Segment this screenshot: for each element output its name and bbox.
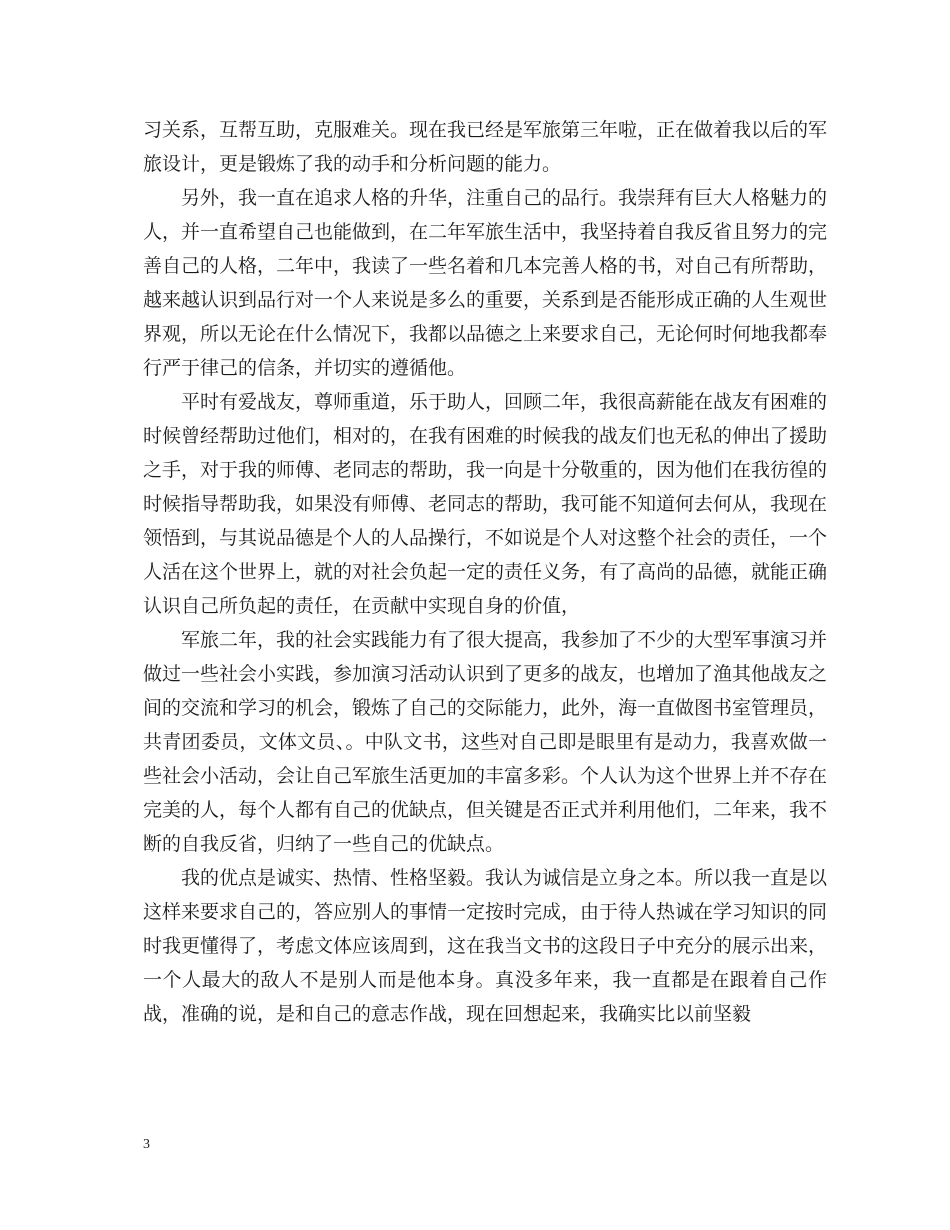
document-body <box>143 113 827 1031</box>
paragraph-social-practice: 军旅二年，我的社会实践能力有了很大提高，我参加了不少的大型军事演习并做过一些社会小实践，参加演习活动认识到了更多的战友，也增加了渔其他战友之间的交流和学习的机会，锻炼了自己的交际能力，此外，海一直做图书室管理员，共青团委员，文体文员、。中队文书，这些对自己即是眼里有是动力，我喜欢做一些社会小活动，会让自己军旅生活更加的丰富多彩。个人认为这个世界上并不存在完美的人，每个人都有自己的优缺点，但关键是否正式并利用他们，二年来，我不断的自我反省，归纳了一些自己的优缺点。 <box>143 629 828 855</box>
paragraph-strengths: 我的优点是诚实、热情、性格坚毅。我认为诚信是立身之本。所以我一直是以这样来要求自己的，答应别人的事情一定按时完成，由于待人热诚在学习知识的同时我更懂得了，考虑文体应该周到，这在我当文书的这段日子中充分的展示出来，一个人最大的敌人不是别人而是他本身。真没多年来，我一直都是在跟着自己作战，准确的说，是和自己的意志作战，现在回想起来，我确实比以前坚毅 <box>143 867 828 1025</box>
page-number: 3 <box>143 1137 150 1152</box>
paragraph-comrades: 平时有爱战友，尊师重道，乐于助人，回顾二年，我很高薪能在战友有困难的时候曾经帮助过他们，相对的，在我有困难的时候我的战友们也无私的伸出了援助之手，对于我的师傅、老同志的帮助，我一向是十分敬重的，因为他们在我彷徨的时候指导帮助我，如果没有师傅、老同志的帮助，我可能不知道何去何从，我现在领悟到，与其说品德是个人的人品操行，不如说是个人对这整个社会的责任，一个人活在这个世界上，就的对社会负起一定的责任义务，有了高尚的品德，就能正确认识自己所负起的责任，在贡献中实现自身的价值， <box>143 391 828 617</box>
paragraph-continuation: 习关系，互帮互助，克服难关。现在我已经是军旅第三年啦，正在做着我以后的军旅设计，更是锻炼了我的动手和分析问题的能力。 <box>143 119 828 175</box>
paragraph-personality: 另外，我一直在追求人格的升华，注重自己的品行。我崇拜有巨大人格魅力的人，并一直希望自己也能做到，在二年军旅生活中，我坚持着自我反省且努力的完善自己的人格，二年中，我读了一些名着和几本完善人格的书，对自己有所帮助，越来越认识到品行对一个人来说是多么的重要，关系到是否能形成正确的人生观世界观，所以无论在什么情况下，我都以品德之上来要求自己，无论何时何地我都奉行严于律己的信条，并切实的遵循他。 <box>143 187 828 379</box>
